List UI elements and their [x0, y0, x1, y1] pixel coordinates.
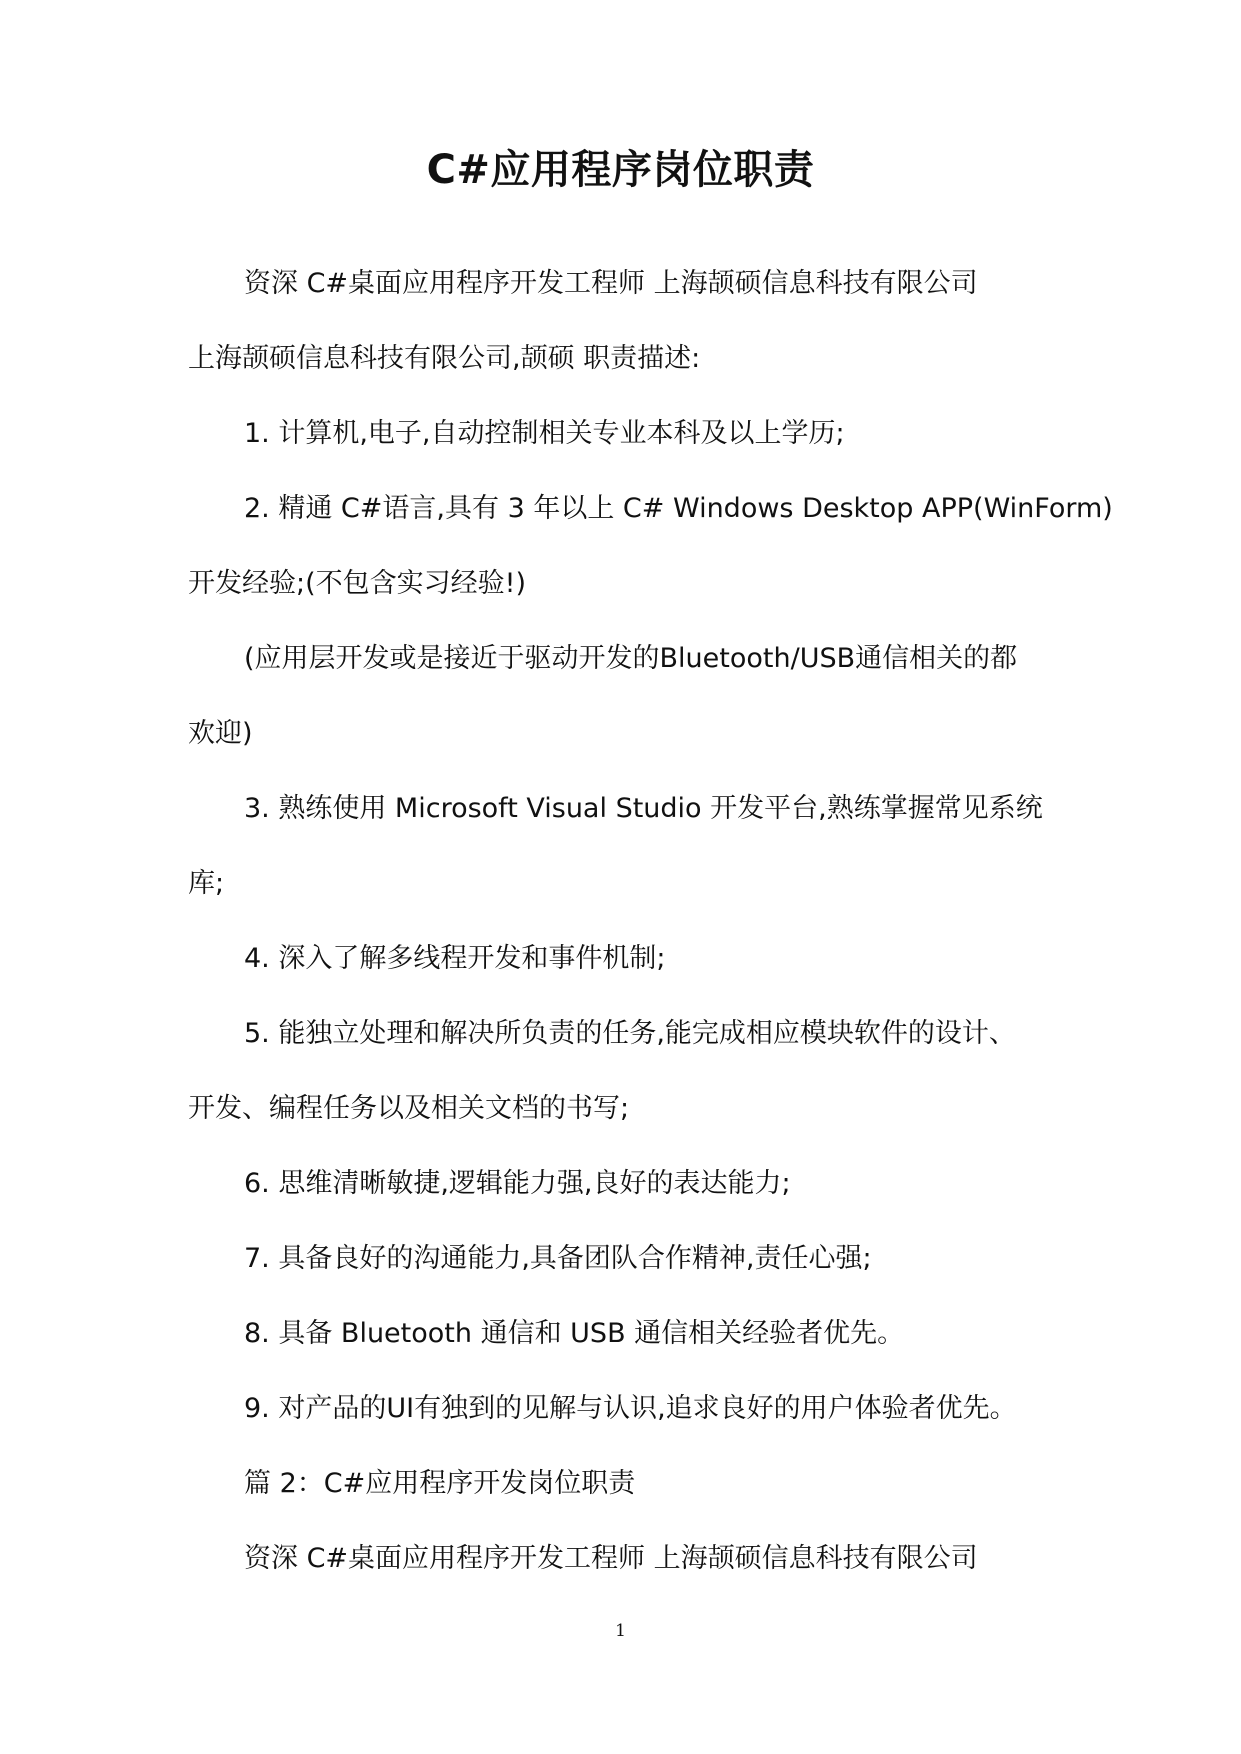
list-item-4: 4. 深入了解多线程开发和事件机制;	[244, 943, 666, 974]
list-item-8: 8. 具备 Bluetooth 通信和 USB 通信相关经验者优先。	[244, 1318, 905, 1349]
page-number: 1	[615, 1621, 626, 1641]
paragraph-line: 资深 C#桌面应用程序开发工程师 上海颉硕信息科技有限公司	[244, 268, 978, 299]
list-item-2-continued: 开发经验;(不包含实习经验!)	[188, 568, 526, 599]
paragraph-line: 欢迎)	[188, 718, 253, 749]
list-item-9: 9. 对产品的UI有独到的见解与认识,追求良好的用户体验者优先。	[244, 1393, 1017, 1424]
section-heading: 篇 2：C#应用程序开发岗位职责	[244, 1468, 636, 1499]
list-item-3: 3. 熟练使用 Microsoft Visual Studio 开发平台,熟练掌握常见系统	[244, 793, 1043, 824]
list-item-2: 2. 精通 C#语言,具有 3 年以上 C# Windows Desktop APP(WinForm)	[244, 493, 1113, 524]
paragraph-line: 资深 C#桌面应用程序开发工程师 上海颉硕信息科技有限公司	[244, 1543, 978, 1574]
list-item-5-continued: 开发、编程任务以及相关文档的书写;	[188, 1093, 630, 1124]
list-item-6: 6. 思维清晰敏捷,逻辑能力强,良好的表达能力;	[244, 1168, 791, 1199]
list-item-1: 1. 计算机,电子,自动控制相关专业本科及以上学历;	[244, 418, 845, 449]
list-item-3-continued: 库;	[188, 868, 225, 899]
paragraph-line: (应用层开发或是接近于驱动开发的Bluetooth/USB通信相关的都	[244, 643, 1018, 674]
list-item-5: 5. 能独立处理和解决所负责的任务,能完成相应模块软件的设计、	[244, 1018, 1016, 1049]
list-item-7: 7. 具备良好的沟通能力,具备团队合作精神,责任心强;	[244, 1243, 872, 1274]
paragraph-line: 上海颉硕信息科技有限公司,颉硕 职责描述:	[188, 343, 701, 374]
document-title: C#应用程序岗位职责	[426, 147, 815, 193]
